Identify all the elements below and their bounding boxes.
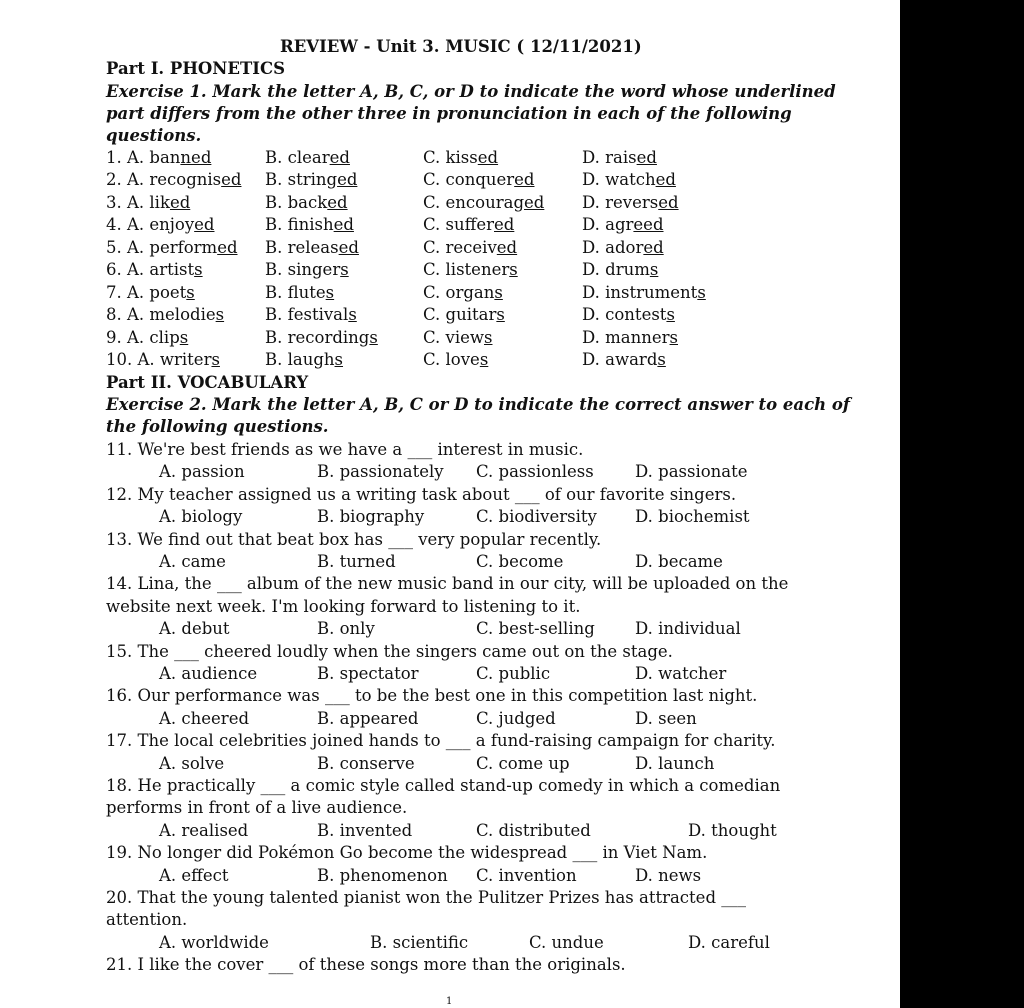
answer-option: D. seen (635, 708, 697, 728)
phonetics-option (106, 349, 220, 371)
phonetics-option (423, 192, 544, 214)
underlined-part: s (340, 260, 349, 280)
underlined-part: ed (338, 237, 359, 257)
phonetics-option (423, 349, 488, 371)
answer-option: B. only (317, 619, 375, 639)
question-text: 19. No longer did Pokémon Go become the widespread ___ in Viet Nam. (106, 843, 708, 863)
option-word-stem: B. recording (265, 327, 370, 347)
page-title: REVIEW - Unit 3. MUSIC ( 12/11/2021) (280, 37, 642, 56)
underlined-part: s (649, 260, 659, 280)
phonetics-option (265, 349, 343, 371)
phonetics-option (106, 304, 224, 326)
answer-option: B. phenomenon (317, 865, 448, 885)
option-word-stem: 5. A. perform (106, 237, 218, 257)
answer-option: A. worldwide (159, 932, 269, 952)
phonetics-option (582, 147, 657, 169)
underlined-part: s (509, 260, 518, 280)
answer-option: B. passionately (317, 462, 444, 482)
question-text: 13. We find out that beat box has ___ very popular recently. (106, 529, 602, 549)
option-word-stem: D. instrument (582, 282, 698, 302)
option-word-stem: D. drum (582, 260, 650, 280)
option-word-stem: C. organ (423, 282, 495, 302)
answer-option: C. passionless (476, 462, 594, 482)
underlined-part: s (657, 350, 666, 370)
phonetics-option (106, 192, 190, 214)
answer-option: C. public (476, 664, 551, 683)
underlined-part: s (334, 350, 344, 370)
underlined-part: ed (643, 237, 664, 257)
option-word-stem: 6. A. artist (106, 260, 195, 280)
answer-option: A. audience (159, 664, 258, 683)
underlined-part: s (186, 282, 195, 302)
phonetics-option (265, 169, 357, 191)
part2-heading: Part II. VOCABULARY (106, 373, 309, 392)
option-word-stem: D. manner (582, 327, 670, 347)
underlined-part: ed (327, 192, 348, 212)
underlined-part: s (179, 327, 189, 347)
option-word-stem: D. agr (582, 215, 634, 235)
underlined-part: s (348, 305, 357, 325)
answer-option: D. biochemist (635, 507, 750, 527)
underlined-part: ed (217, 237, 238, 257)
exercise1-line: part differs from the other three in pronunciation in each of the following (106, 104, 792, 123)
underlined-part: s (215, 305, 225, 325)
answer-option: B. spectator (317, 664, 419, 683)
underlined-part: s (496, 305, 505, 325)
phonetics-option (423, 169, 535, 191)
underlined-part: s (484, 327, 493, 347)
underlined-part: ed (169, 192, 191, 212)
phonetics-option (265, 192, 348, 214)
option-word-stem: C. encourag (423, 192, 525, 212)
answer-option: B. appeared (317, 708, 419, 728)
question-text: 11. We're best friends as we have a ___ interest in music. (106, 440, 584, 459)
option-word-stem: B. finish (265, 215, 334, 235)
underlined-part: ed (494, 215, 515, 235)
underlined-part: s (669, 327, 678, 347)
question-text: 18. He practically ___ a comic style called stand-up comedy in which a comedian (106, 776, 781, 795)
underlined-part: s (666, 305, 675, 325)
phonetics-option (423, 214, 514, 236)
option-word-stem: B. festival (265, 305, 349, 325)
answer-option: D. news (635, 865, 702, 885)
answer-option: A. passion (159, 462, 245, 482)
underlined-part: eed (633, 215, 664, 235)
option-word-stem: C. suffer (423, 215, 494, 235)
underlined-part: ed (337, 170, 358, 190)
answer-option: D. launch (635, 753, 715, 773)
phonetics-option (106, 327, 188, 349)
question-text: website next week. I'm looking forward to listening to it. (106, 596, 581, 616)
phonetics-option (423, 304, 505, 326)
question-text: 15. The ___ cheered loudly when the singers came out on the stage. (106, 641, 673, 661)
phonetics-option (582, 237, 664, 259)
answer-option: B. turned (317, 552, 396, 571)
underlined-part: s (369, 327, 378, 347)
option-word-stem: B. string (265, 170, 338, 190)
option-word-stem: C. view (423, 327, 485, 347)
underlined-part: s (325, 282, 335, 302)
phonetics-option (106, 147, 211, 169)
answer-option: D. individual (635, 619, 741, 639)
option-word-stem: 2. A. recognis (106, 170, 222, 190)
option-word-stem: 3. A. lik (106, 192, 170, 212)
question-text: attention. (106, 910, 188, 930)
underlined-part: ed (477, 148, 499, 167)
option-word-stem: 1. A. ban (106, 148, 181, 167)
answer-option: C. best-selling (476, 619, 595, 639)
underlined-part: ed (329, 148, 350, 167)
phonetics-option (582, 304, 675, 326)
answer-option: C. distributed (476, 820, 591, 840)
answer-option: C. judged (476, 708, 556, 728)
exercise2-line: the following questions. (106, 417, 329, 436)
phonetics-option (423, 147, 498, 169)
answer-option: B. biography (317, 507, 425, 527)
phonetics-option (265, 259, 349, 281)
phonetics-option (106, 282, 195, 304)
answer-option: D. became (635, 552, 723, 571)
option-word-stem: C. love (423, 350, 480, 370)
underlined-part: ed (194, 215, 215, 235)
underlined-part: ed (655, 170, 676, 190)
underlined-part: s (194, 260, 203, 280)
underlined-part: s (494, 282, 503, 302)
option-word-stem: C. listener (423, 260, 510, 280)
answer-option: A. realised (159, 820, 249, 840)
exercise1-line: Exercise 1. Mark the letter A, B, C, or D to indicate the word whose underlined (106, 82, 836, 101)
part1-heading: Part I. PHONETICS (106, 59, 285, 78)
phonetics-option (582, 327, 678, 349)
answer-option: B. conserve (317, 753, 415, 773)
question-text: 12. My teacher assigned us a writing task about ___ of our favorite singers. (106, 484, 737, 504)
underlined-part: ed (221, 170, 242, 190)
answer-option: A. solve (159, 753, 225, 773)
answer-option: D. careful (688, 932, 770, 952)
phonetics-option (265, 282, 334, 304)
question-text: 20. That the young talented pianist won the Pulitzer Prizes has attracted ___ (106, 888, 747, 907)
underlined-part: ed (496, 237, 518, 257)
exercise2-line: Exercise 2. Mark the letter A, B, C or D to indicate the correct answer to each of (106, 395, 850, 414)
phonetics-option (423, 282, 503, 304)
phonetics-option (582, 214, 664, 236)
phonetics-option (265, 327, 378, 349)
question-text: 21. I like the cover ___ of these songs more than the originals. (106, 955, 626, 975)
phonetics-option (106, 169, 241, 191)
option-word-stem: 9. A. clip (106, 327, 180, 347)
phonetics-option (265, 214, 354, 236)
phonetics-option (582, 259, 658, 281)
answer-option: A. came (159, 552, 226, 571)
phonetics-option (106, 237, 238, 259)
phonetics-option (582, 192, 679, 214)
answer-option: D. passionate (635, 462, 748, 482)
phonetics-option (423, 259, 518, 281)
answer-option: C. invention (476, 865, 577, 885)
page-number: 1 (446, 996, 453, 1007)
phonetics-option (582, 169, 676, 191)
underlined-part: ed (333, 215, 354, 235)
exercise1-line: questions. (106, 126, 202, 145)
answer-option: A. cheered (159, 708, 250, 728)
phonetics-option (423, 237, 517, 259)
phonetics-option (582, 349, 666, 371)
option-word-stem: B. flute (265, 282, 326, 302)
black-margin (900, 0, 1024, 1008)
answer-option: C. biodiversity (476, 507, 597, 527)
answer-option: D. watcher (635, 664, 727, 683)
underlined-part: ed (524, 192, 545, 212)
option-word-stem: B. back (265, 192, 328, 212)
phonetics-option (106, 214, 214, 236)
option-word-stem: D. watch (582, 170, 656, 190)
question-text: performs in front of a live audience. (106, 798, 408, 818)
phonetics-option (265, 237, 359, 259)
option-word-stem: B. laugh (265, 350, 335, 370)
option-word-stem: B. releas (265, 237, 339, 257)
answer-option: A. biology (159, 507, 243, 527)
underlined-part: ned (180, 148, 212, 167)
option-word-stem: B. singer (265, 260, 341, 280)
underlined-part: ed (636, 148, 657, 167)
answer-option: B. scientific (370, 932, 469, 952)
option-word-stem: 7. A. poet (106, 282, 187, 302)
answer-option: A. effect (159, 865, 229, 885)
underlined-part: ed (658, 192, 679, 212)
underlined-part: s (697, 282, 706, 302)
answer-option: C. become (476, 552, 564, 571)
option-word-stem: D. contest (582, 305, 667, 325)
option-word-stem: C. kiss (423, 148, 478, 167)
option-word-stem: 8. A. melodie (106, 305, 216, 325)
underlined-part: s (211, 350, 220, 370)
phonetics-option (582, 282, 706, 304)
underlined-part: ed (514, 170, 535, 190)
phonetics-option (106, 259, 203, 281)
option-word-stem: C. guitar (423, 305, 497, 325)
answer-option: A. debut (159, 619, 230, 639)
question-text: 16. Our performance was ___ to be the best one in this competition last night. (106, 686, 758, 706)
phonetics-option (423, 327, 492, 349)
option-word-stem: C. conquer (423, 170, 515, 190)
option-word-stem: D. rais (582, 148, 637, 167)
option-word-stem: 10. A. writer (106, 350, 212, 370)
option-word-stem: C. receiv (423, 237, 497, 257)
option-word-stem: D. ador (582, 237, 644, 257)
option-word-stem: D. award (582, 350, 658, 370)
option-word-stem: D. revers (582, 192, 659, 212)
answer-option: C. come up (476, 753, 570, 773)
answer-option: B. invented (317, 820, 413, 840)
underlined-part: s (479, 350, 489, 370)
phonetics-option (265, 147, 350, 169)
question-text: 17. The local celebrities joined hands to ___ a fund-raising campaign for charity. (106, 731, 776, 751)
answer-option: C. undue (529, 932, 604, 952)
phonetics-option (265, 304, 357, 326)
question-text: 14. Lina, the ___ album of the new music band in our city, will be uploaded on the (106, 574, 789, 594)
option-word-stem: 4. A. enjoy (106, 215, 195, 235)
option-word-stem: B. clear (265, 148, 330, 167)
answer-option: D. thought (688, 820, 777, 840)
